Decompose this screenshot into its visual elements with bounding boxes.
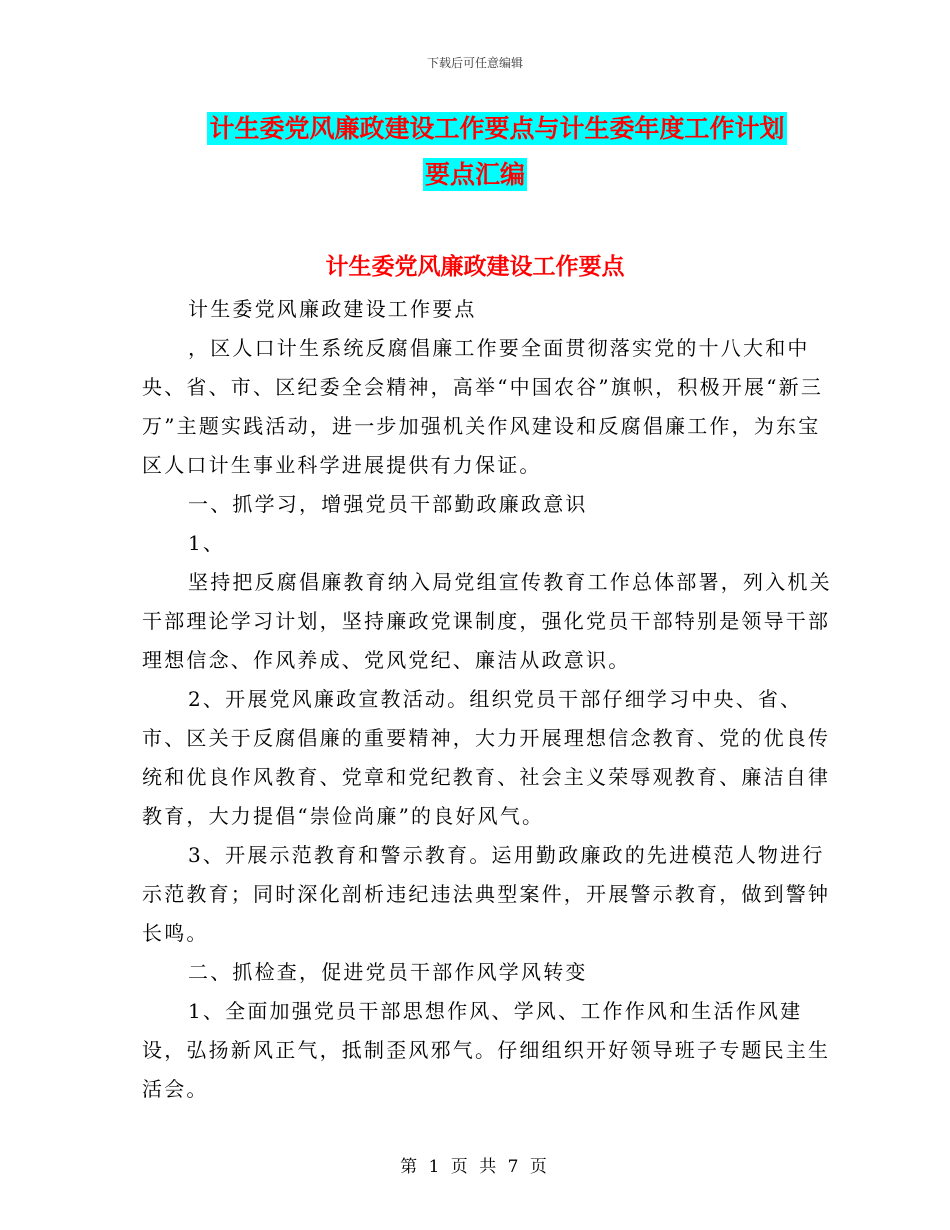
page-number: 第 1 页 共 7 页: [400, 1157, 550, 1177]
section-title: 计生委党风廉政建设工作要点: [325, 254, 625, 280]
paragraph: 2、开展党风廉政宣教活动。组织党员干部仔细学习中央、省、市、区关于反腐倡廉的重要精神，大力开展理想信念教育、党的优良传统和优良作风教育、党章和党纪教育、社会主义荣辱观教育、廉洁自律教育，大力提倡“崇俭尚廉”的良好风气。: [142, 687, 831, 828]
document-title-text-2: 要点汇编: [424, 160, 525, 189]
document-title-line-2: [0, 158, 950, 192]
heading-paragraph: 二、抓检查，促进党员干部作风学风转变: [188, 960, 588, 984]
paragraph: 1、全面加强党员干部思想作风、学风、工作作风和生活作风建设，弘扬新风正气，抵制歪风邪气。仔细组织开好领导班子专题民主生活会。: [142, 999, 831, 1101]
document-title-line-1: [22, 112, 950, 146]
heading-paragraph: 一、抓学习，增强党员干部勤政廉政意识: [188, 492, 588, 516]
paragraph: 1、: [188, 531, 226, 555]
paragraph: 计生委党风廉政建设工作要点: [188, 297, 477, 321]
paragraph: 坚持把反腐倡廉教育纳入局党组宣传教育工作总体部署，列入机关干部理论学习计划，坚持廉政党课制度，强化党员干部特别是领导干部理想信念、作风养成、党风党纪、廉洁从政意识。: [142, 570, 832, 672]
document-body: [142, 290, 832, 1109]
paragraph: ，区人口计生系统反腐倡廉工作要全面贯彻落实党的十八大和中央、省、市、区纪委全会精神，高举“中国农谷”旗帜，积极开展“新三万”主题实践活动，进一步加强机关作风建设和反腐倡廉工作，为东宝区人口计生事业科学进展提供有力保证。: [142, 336, 824, 477]
paragraph: 3、开展示范教育和警示教育。运用勤政廉政的先进模范人物进行示范教育；同时深化剖析违纪违法典型案件，开展警示教育，做到警钟长鸣。: [142, 843, 831, 945]
document-title-text-1: 计生委党风廉政建设工作要点与计生委年度工作计划: [209, 114, 785, 143]
header-note: 下载后可任意编辑: [426, 56, 523, 70]
